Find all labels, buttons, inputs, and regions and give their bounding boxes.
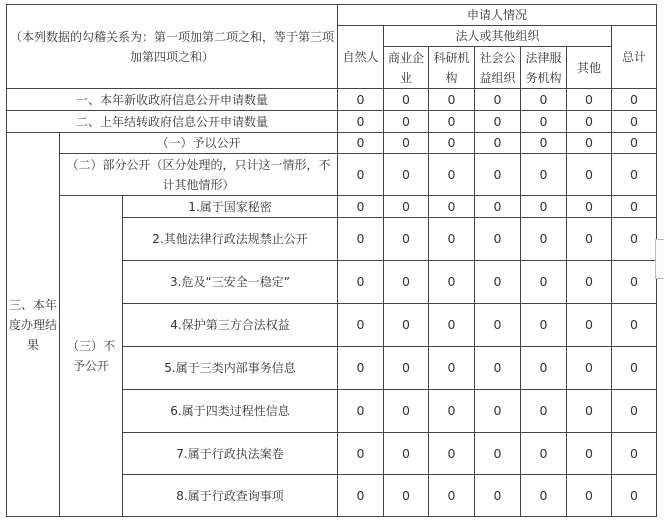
table-cell: 0 (521, 111, 567, 133)
table-cell: 0 (429, 154, 475, 196)
table-cell: 0 (338, 218, 384, 261)
section3-label: 三、本年度办理结果 (7, 133, 60, 517)
table-cell: 0 (567, 154, 612, 196)
table-cell: 0 (521, 347, 567, 390)
table-cell: 0 (567, 390, 612, 433)
table-cell: 0 (567, 475, 612, 517)
table-cell: 0 (338, 347, 384, 390)
table-cell: 0 (429, 261, 475, 304)
table-cell: 0 (612, 261, 657, 304)
table-cell: 0 (429, 196, 475, 218)
table-cell: 0 (475, 133, 521, 154)
table-row (7, 89, 657, 111)
table-cell: 0 (567, 89, 612, 111)
table-cell: 0 (521, 196, 567, 218)
table-cell: 0 (429, 89, 475, 111)
table-cell: 0 (429, 347, 475, 390)
table-cell: 0 (567, 196, 612, 218)
table-cell: 0 (429, 304, 475, 347)
table-cell: 0 (338, 304, 384, 347)
legal-or-other-org-header: 法人或其他组织 (384, 26, 612, 47)
table-cell: 0 (338, 390, 384, 433)
table-row (7, 154, 657, 196)
col-other: 其他 (567, 47, 612, 89)
table-cell: 0 (384, 433, 429, 475)
table-cell: 0 (384, 133, 429, 154)
row-label: 6.属于四类过程性信息 (123, 390, 338, 433)
table-cell: 0 (475, 390, 521, 433)
table-cell: 0 (612, 433, 657, 475)
table-cell: 0 (567, 133, 612, 154)
table-cell: 0 (567, 433, 612, 475)
table-cell: 0 (521, 218, 567, 261)
table-cell: 0 (612, 475, 657, 517)
table-cell: 0 (612, 133, 657, 154)
row-label: 5.属于三类内部事务信息 (123, 347, 338, 390)
table-cell: 0 (521, 261, 567, 304)
gov-info-disclosure-table (6, 4, 657, 517)
table-cell: 0 (475, 433, 521, 475)
table-cell: 0 (567, 347, 612, 390)
table-cell: 0 (612, 154, 657, 196)
col-total: 总计 (612, 26, 657, 89)
table-cell: 0 (612, 390, 657, 433)
table-cell: 0 (338, 111, 384, 133)
row-label: 8.属于行政查询事项 (123, 475, 338, 517)
col-social-welfare: 社会公益组织 (475, 47, 521, 89)
table-cell: 0 (429, 111, 475, 133)
col-commercial: 商业企业 (384, 47, 429, 89)
table-cell: 0 (521, 89, 567, 111)
table-cell: 0 (384, 390, 429, 433)
table-cell: 0 (521, 475, 567, 517)
table-cell: 0 (521, 133, 567, 154)
table-row (7, 196, 657, 218)
table-cell: 0 (384, 111, 429, 133)
row-label: （二）部分公开（区分处理的，只计这一情形，不计其他情形） (60, 154, 338, 196)
table-cell: 0 (338, 196, 384, 218)
header-note: （本列数据的勾稽关系为：第一项加第二项之和，等于第三项加第四项之和） (7, 5, 338, 89)
row-label: 3.危及“三安全一稳定” (123, 261, 338, 304)
table-cell: 0 (429, 475, 475, 517)
table-cell: 0 (521, 304, 567, 347)
table-cell: 0 (338, 433, 384, 475)
table-cell: 0 (475, 261, 521, 304)
table-cell: 0 (475, 154, 521, 196)
table-cell: 0 (612, 196, 657, 218)
table-row (7, 133, 657, 154)
table-cell: 0 (612, 89, 657, 111)
row-label: 1.属于国家秘密 (123, 196, 338, 218)
table-cell: 0 (338, 133, 384, 154)
table-cell: 0 (475, 347, 521, 390)
row-label: 二、上年结转政府信息公开申请数量 (7, 111, 338, 133)
table-cell: 0 (338, 154, 384, 196)
row-label: （一）予以公开 (60, 133, 338, 154)
table-cell: 0 (612, 111, 657, 133)
table-cell: 0 (338, 261, 384, 304)
table-cell: 0 (612, 347, 657, 390)
table-cell: 0 (384, 347, 429, 390)
table-cell: 0 (475, 218, 521, 261)
table-cell: 0 (384, 261, 429, 304)
table-cell: 0 (475, 89, 521, 111)
table-cell: 0 (384, 304, 429, 347)
table-row (7, 111, 657, 133)
table-cell: 0 (612, 304, 657, 347)
table-cell: 0 (475, 475, 521, 517)
table-cell: 0 (384, 475, 429, 517)
table-cell: 0 (521, 433, 567, 475)
col-research: 科研机构 (429, 47, 475, 89)
table-cell: 0 (521, 154, 567, 196)
table-cell: 0 (429, 390, 475, 433)
table-cell: 0 (384, 196, 429, 218)
table-cell: 0 (567, 218, 612, 261)
table-cell: 0 (338, 89, 384, 111)
table-cell: 0 (338, 475, 384, 517)
table-cell: 0 (384, 218, 429, 261)
table-cell: 0 (521, 390, 567, 433)
applicant-situation-header: 申请人情况 (338, 5, 657, 26)
row-label: 7.属于行政执法案卷 (123, 433, 338, 475)
table-cell: 0 (567, 111, 612, 133)
table-cell: 0 (567, 304, 612, 347)
row-label: 一、本年新收政府信息公开申请数量 (7, 89, 338, 111)
table-cell: 0 (429, 133, 475, 154)
table-cell: 0 (612, 218, 657, 261)
col-legal-service: 法律服务机构 (521, 47, 567, 89)
table-cell: 0 (429, 433, 475, 475)
side-panel-edge (655, 239, 664, 279)
table-cell: 0 (384, 154, 429, 196)
table-cell: 0 (475, 196, 521, 218)
table-cell: 0 (429, 218, 475, 261)
not-public-label: （三）不予公开 (60, 196, 123, 517)
row-label: 2.其他法律行政法规禁止公开 (123, 218, 338, 261)
table-cell: 0 (475, 111, 521, 133)
col-natural-person: 自然人 (338, 26, 384, 89)
table-cell: 0 (384, 89, 429, 111)
table-cell: 0 (567, 261, 612, 304)
table-cell: 0 (475, 304, 521, 347)
row-label: 4.保护第三方合法权益 (123, 304, 338, 347)
